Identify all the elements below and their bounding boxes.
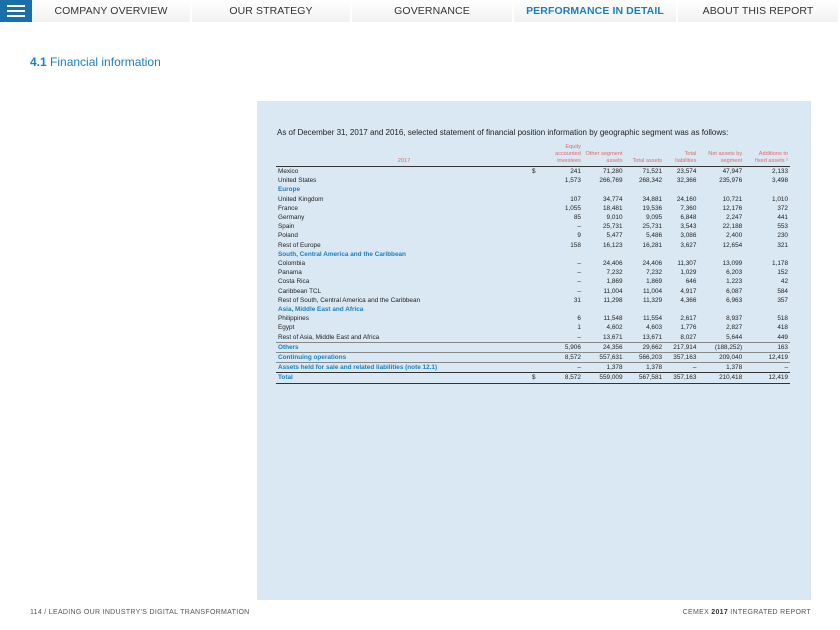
table-row (276, 353, 790, 363)
value-cell (698, 185, 744, 194)
value-cell: 266,769 (599, 177, 623, 185)
tab-company-overview[interactable]: COMPANY OVERVIEW (32, 0, 192, 22)
value-cell (625, 185, 665, 194)
currency-cell (532, 259, 547, 268)
hamburger-menu-icon[interactable] (0, 0, 32, 22)
value-cell: 1,378 (583, 363, 625, 373)
currency-cell (532, 314, 547, 323)
top-navigation (0, 0, 840, 22)
currency-cell (532, 305, 547, 314)
table-row (276, 195, 790, 204)
value-cell: – (577, 260, 581, 268)
currency-cell (532, 296, 547, 305)
value-cell: 210,418 (698, 373, 744, 383)
value-cell: 449 (777, 333, 788, 341)
row-label: Rest of South, Central America and the Caribbean (278, 296, 421, 304)
tab-performance-in-detail[interactable]: PERFORMANCE IN DETAIL (514, 0, 678, 22)
table-row (276, 277, 790, 286)
value-cell: 1,378 (625, 363, 665, 373)
table-row (276, 213, 790, 222)
value-cell: 152 (777, 269, 788, 277)
table-row (276, 323, 790, 332)
row-label: Spain (278, 223, 295, 231)
value-cell: 557,631 (583, 353, 625, 363)
value-cell: – (577, 223, 581, 231)
value-cell: 29,662 (625, 342, 665, 352)
value-cell: 22,188 (722, 223, 743, 231)
row-label: United States (278, 177, 317, 185)
currency-cell (532, 250, 547, 259)
table-row (276, 176, 790, 185)
value-cell: 357,163 (664, 373, 698, 383)
value-cell: 24,160 (676, 195, 697, 203)
currency-cell (532, 222, 547, 231)
table-row (276, 241, 790, 250)
table-total-row (276, 373, 790, 383)
value-cell: 3,086 (680, 232, 697, 240)
col-header-net-assets: Net assets by segment (698, 144, 744, 167)
tab-our-strategy[interactable]: OUR STRATEGY (192, 0, 352, 22)
value-cell: 5,477 (606, 232, 623, 240)
row-label: United Kingdom (278, 195, 324, 203)
value-cell: 11,548 (603, 315, 623, 323)
value-cell: 6,087 (726, 287, 743, 295)
row-label: Poland (278, 232, 298, 240)
value-cell: 11,298 (603, 296, 623, 304)
table-group-row (276, 250, 790, 259)
value-cell: 1 (577, 324, 581, 332)
table-row (276, 231, 790, 240)
value-cell: 9 (577, 232, 581, 240)
value-cell: 24,406 (602, 260, 623, 268)
value-cell: 11,329 (642, 296, 663, 304)
value-cell: 7,360 (680, 204, 697, 212)
value-cell: 11,554 (642, 315, 663, 323)
value-cell: 34,881 (642, 195, 663, 203)
value-cell: – (577, 333, 581, 341)
value-cell: 9,095 (646, 214, 663, 222)
value-cell: 1,178 (772, 260, 788, 268)
row-label: Philippines (278, 315, 309, 323)
table-row (276, 287, 790, 296)
row-label: Asia, Middle East and Africa (278, 306, 364, 314)
value-cell (744, 305, 790, 314)
currency-cell (532, 353, 547, 363)
value-cell: 11,004 (642, 287, 663, 295)
row-label: Panama (278, 269, 302, 277)
year-header: 2017 (276, 144, 532, 167)
value-cell: 217,914 (664, 342, 698, 352)
value-cell: 4,917 (680, 287, 697, 295)
table-group-row (276, 185, 790, 194)
value-cell: 441 (777, 214, 788, 222)
value-cell: 13,671 (642, 333, 663, 341)
value-cell: 566,203 (625, 353, 665, 363)
value-cell (664, 185, 698, 194)
value-cell: 1,776 (680, 324, 697, 332)
value-cell: 5,486 (646, 232, 663, 240)
col-header-total-assets: Total assets (625, 144, 665, 167)
value-cell: 24,406 (642, 260, 663, 268)
value-cell: 553 (777, 223, 788, 231)
value-cell: 241 (570, 168, 581, 175)
row-label: Egypt (278, 324, 295, 332)
value-cell: 24,356 (583, 342, 625, 352)
value-cell: 559,009 (583, 373, 625, 383)
value-cell: – (577, 278, 581, 286)
row-label: Rest of Europe (278, 241, 321, 249)
value-cell: 32,366 (676, 177, 697, 185)
value-cell: 1,869 (606, 278, 623, 286)
value-cell (698, 250, 744, 259)
value-cell: 6,848 (680, 214, 697, 222)
value-cell: 268,342 (638, 177, 663, 185)
value-cell: 107 (570, 195, 581, 203)
value-cell: 16,281 (642, 241, 663, 249)
value-cell: 6,203 (726, 269, 743, 277)
value-cell: – (577, 269, 581, 277)
footer-company: CEMEX (682, 609, 712, 616)
value-cell: 163 (744, 342, 790, 352)
value-cell: 19,536 (642, 204, 663, 212)
currency-cell (532, 287, 547, 296)
row-label: Others (276, 342, 532, 352)
value-cell: 13,099 (722, 260, 743, 268)
value-cell: 1,055 (564, 204, 581, 212)
row-label: Mexico (278, 168, 299, 175)
value-cell: 9,010 (606, 214, 623, 222)
value-cell: 4,602 (606, 324, 623, 332)
currency-cell (532, 268, 547, 277)
value-cell: 5,906 (547, 342, 583, 352)
col-header-additions: Additions to fixed assets ¹ (744, 144, 790, 167)
currency-cell (532, 363, 547, 373)
value-cell: 3,498 (772, 177, 788, 185)
value-cell: 12,654 (722, 241, 743, 249)
section-title-text: Financial information (50, 55, 161, 69)
row-label: Rest of Asia, Middle East and Africa (278, 333, 380, 341)
value-cell: 10,721 (722, 195, 743, 203)
value-cell: 8,937 (726, 315, 743, 323)
table-header-row (276, 144, 790, 167)
footer-page-label: 114 / LEADING OUR INDUSTRY'S DIGITAL TRANSFORMATION (30, 609, 250, 616)
value-cell: 6 (577, 315, 581, 323)
value-cell: 13,671 (602, 333, 623, 341)
footer-report-name: INTEGRATED REPORT (728, 609, 811, 616)
value-cell: – (577, 287, 581, 295)
value-cell: 18,481 (602, 204, 623, 212)
row-label: Continuing operations (276, 353, 532, 363)
currency-cell: $ (531, 168, 536, 175)
value-cell (547, 305, 583, 314)
value-cell: 34,774 (602, 195, 623, 203)
value-cell: 1,029 (680, 269, 697, 277)
value-cell: 12,419 (744, 353, 790, 363)
value-cell: 2,827 (726, 324, 743, 332)
value-cell: 2,400 (726, 232, 743, 240)
value-cell (625, 250, 665, 259)
value-cell: 2,617 (680, 315, 697, 323)
currency-cell (532, 204, 547, 213)
value-cell: 158 (570, 241, 581, 249)
tab-about-this-report[interactable]: ABOUT THIS REPORT (678, 0, 840, 22)
table-group-row (276, 305, 790, 314)
tab-governance[interactable]: GOVERNANCE (352, 0, 514, 22)
table-row (276, 268, 790, 277)
table-row (276, 204, 790, 213)
value-cell: 71,280 (602, 168, 623, 175)
row-label: Europe (278, 186, 301, 194)
currency-cell (532, 277, 547, 286)
value-cell: 1,223 (726, 278, 743, 286)
value-cell: 372 (777, 204, 788, 212)
value-cell: 4,366 (680, 296, 697, 304)
row-label: South, Central America and the Caribbean (278, 250, 406, 258)
value-cell: 584 (777, 287, 788, 295)
table-row (276, 167, 790, 177)
col-header-total-liabilities: Total liabilities (664, 144, 698, 167)
table-row (276, 314, 790, 323)
value-cell: 8,572 (547, 373, 583, 383)
value-cell: 8,572 (547, 353, 583, 363)
col-header-other-assets: Other segment assets (583, 144, 625, 167)
value-cell: 5,644 (726, 333, 743, 341)
value-cell: 85 (573, 214, 581, 222)
value-cell: 16,123 (602, 241, 623, 249)
section-title (30, 55, 161, 69)
value-cell: 7,232 (646, 269, 663, 277)
value-cell (583, 250, 625, 259)
row-label: Total (276, 373, 532, 383)
value-cell (664, 305, 698, 314)
value-cell (744, 250, 790, 259)
value-cell: 11,307 (677, 260, 697, 268)
value-cell: 418 (777, 324, 788, 332)
table-body (276, 167, 790, 384)
footer-year: 2017 (711, 609, 729, 616)
value-cell: 321 (777, 241, 788, 249)
currency-header (532, 144, 547, 167)
currency-cell (532, 342, 547, 352)
table-row (276, 333, 790, 343)
value-cell (547, 250, 583, 259)
table-row (276, 363, 790, 373)
row-label: Assets held for sale and related liabilities (note 12.1) (276, 363, 532, 373)
value-cell (547, 185, 583, 194)
table-row (276, 342, 790, 352)
value-cell: 230 (777, 232, 788, 240)
row-label: Costa Rica (278, 278, 310, 286)
row-label: Colombia (278, 260, 305, 268)
row-label: France (278, 204, 298, 212)
value-cell: 12,419 (744, 373, 790, 383)
value-cell: 25,731 (602, 223, 623, 231)
value-cell: 4,603 (646, 324, 663, 332)
value-cell: (188,252) (698, 342, 744, 352)
value-cell: 357,163 (664, 353, 698, 363)
value-cell (583, 185, 625, 194)
value-cell: 25,731 (642, 223, 663, 231)
value-cell (664, 250, 698, 259)
currency-cell (532, 195, 547, 204)
value-cell (698, 305, 744, 314)
value-cell: 357 (777, 296, 788, 304)
value-cell: 1,573 (564, 177, 581, 185)
value-cell: 518 (777, 315, 788, 323)
currency-cell (532, 185, 547, 194)
value-cell: 1,869 (646, 278, 663, 286)
financial-position-table (276, 144, 790, 384)
value-cell: 23,574 (676, 168, 697, 175)
value-cell: 646 (685, 278, 697, 286)
value-cell: 31 (573, 296, 581, 304)
currency-cell (532, 231, 547, 240)
row-label: Caribbean TCL (278, 287, 322, 295)
value-cell: – (547, 363, 583, 373)
value-cell: 7,232 (606, 269, 623, 277)
value-cell: 209,040 (698, 353, 744, 363)
intro-text: As of December 31, 2017 and 2016, selected statement of financial position information by geographic segment was as follows: (277, 128, 729, 137)
value-cell: 3,627 (680, 241, 697, 249)
value-cell: 1,378 (698, 363, 744, 373)
value-cell: 6,963 (726, 296, 743, 304)
table-row (276, 296, 790, 305)
section-number: 4.1 (30, 55, 47, 69)
value-cell: 8,027 (680, 333, 697, 341)
value-cell: 2,133 (772, 168, 788, 175)
value-cell: 567,581 (625, 373, 665, 383)
value-cell: 71,521 (642, 168, 663, 175)
value-cell: 42 (780, 278, 788, 286)
currency-cell (532, 323, 547, 332)
value-cell (583, 305, 625, 314)
value-cell: 235,976 (719, 177, 743, 185)
currency-cell (532, 176, 547, 185)
currency-cell (532, 213, 547, 222)
table-row (276, 259, 790, 268)
currency-cell (532, 333, 547, 343)
value-cell (744, 185, 790, 194)
value-cell: 47,947 (722, 168, 743, 175)
currency-cell (532, 241, 547, 250)
footer-report-title (683, 609, 811, 616)
value-cell: – (664, 363, 698, 373)
row-label: Germany (278, 214, 305, 222)
value-cell: 3,543 (680, 223, 697, 231)
currency-cell: $ (532, 373, 547, 383)
value-cell (625, 305, 665, 314)
table-row (276, 222, 790, 231)
col-header-equity: Equity accounted investees (547, 144, 583, 167)
value-cell: 12,176 (722, 204, 743, 212)
value-cell: 11,004 (603, 287, 623, 295)
value-cell: – (744, 363, 790, 373)
value-cell: 1,010 (772, 195, 788, 203)
value-cell: 2,247 (726, 214, 743, 222)
